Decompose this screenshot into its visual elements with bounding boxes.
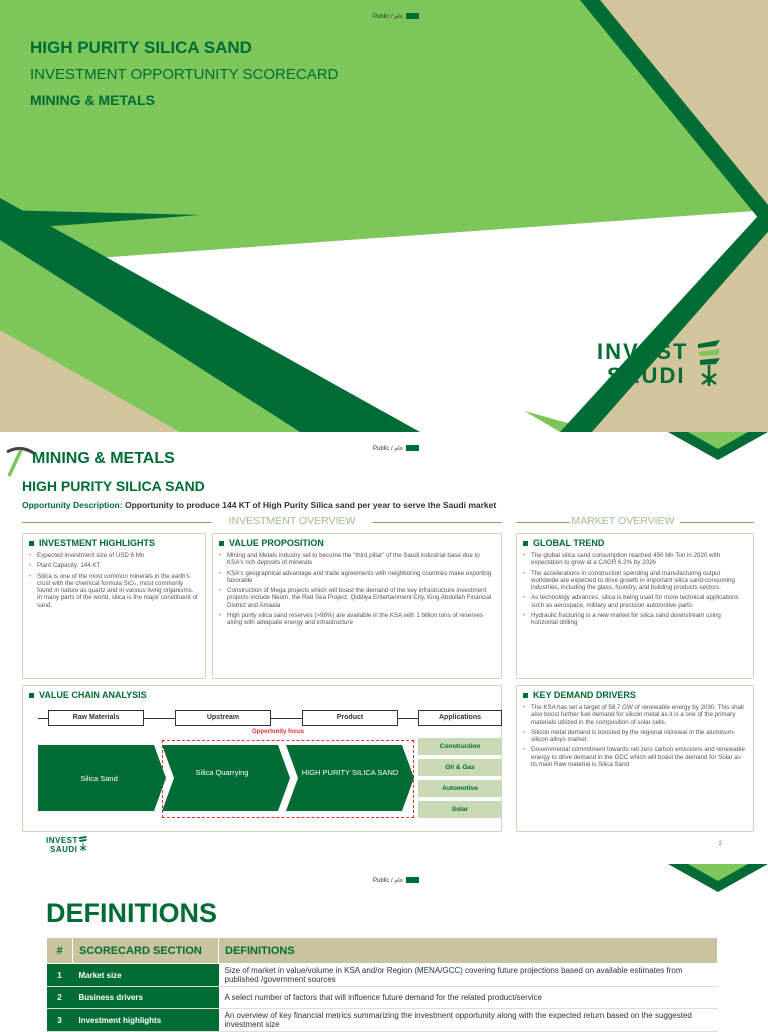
global-trend-title: GLOBAL TREND — [523, 538, 747, 548]
corner-chevron-decoration — [668, 864, 768, 894]
chevron-high-purity — [286, 745, 414, 811]
application-solar: Solar — [418, 801, 502, 818]
opportunity-focus-label: Opportunity focus — [252, 729, 304, 735]
table-row: 3 Investment highlights An overview of key financial metrics summarizing the investment opportunity along with the expected return based on the suggested investment size — [47, 1009, 718, 1032]
list-item: • Mining and Metals industry set to become the "third pillar" of the Saudi industrial base due to KSA's rich deposits of minerals — [219, 552, 495, 567]
chevron-label: HIGH PURITY SILICA SAND — [301, 768, 399, 777]
corner-chevron-decoration — [668, 432, 768, 462]
list-item: • Silicon metal demand is boosted by the regional increase in the aluminum-silicon alloys market. — [523, 729, 747, 744]
value-proposition-box — [212, 533, 502, 679]
stage-upstream: Upstream — [175, 710, 271, 726]
application-construction: Construction — [418, 738, 502, 755]
global-trend-box — [516, 533, 754, 679]
list-item: • The accelerations in construction spending and manufacturing output worldwide are expected to drive growth in important silica sand-consuming industries, including the glass, foundry, and building products sectors. — [523, 570, 747, 592]
classification-label: Public / عام — [373, 877, 419, 884]
investment-highlights-title: INVESTMENT HIGHLIGHTS — [29, 538, 199, 548]
table-row: 1 Market size Size of market in value/volume in KSA and/or Region (MENA/GCC) covering future projections based on available estimates from published /government sources — [47, 964, 718, 987]
sector-title: MINING & METALS — [32, 450, 175, 467]
opportunity-title: HIGH PURITY SILICA SAND — [22, 478, 205, 494]
list-item: • The KSA has set a target of 58.7 GW of renewable energy by 2030. This shall also boost further fuel demand for silicon metal as it is a one of the primary materials utilized in the composition of solar cells. — [523, 704, 747, 726]
scorecard-slide — [0, 432, 768, 864]
cover-title: HIGH PURITY SILICA SAND — [30, 38, 252, 57]
list-item: • Hydraulic fracturing is a new market for silica sand downstream using horizontal drilling — [523, 612, 747, 627]
investment-highlights-box — [22, 533, 206, 679]
stage-applications: Applications — [418, 710, 502, 726]
application-oil-gas: Oil & Gas — [418, 759, 502, 776]
definitions-title: DEFINITIONS — [46, 898, 218, 928]
list-item: • Governmental commitment towards net zero carbon emissions and renewable energy to drive demand in the GCC which will boast the demand for Solar as its main Raw material is Silica Sand — [523, 746, 747, 768]
column-header: DEFINITIONS — [219, 938, 718, 964]
key-demand-drivers-title: KEY DEMAND DRIVERS — [523, 690, 747, 700]
list-item: • KSA's geographical advantage and trade agreements with neighboring countries make exporting favorable — [219, 570, 495, 585]
definitions-slide — [0, 864, 768, 1029]
column-header: # — [47, 938, 73, 964]
investment-overview-heading: INVESTMENT OVERVIEW — [228, 515, 356, 527]
list-item: • High purity silica sand reserves (>98%) are available in the KSA with 1 billion tons of reserves along with adequate energy and infrastructure — [219, 612, 495, 627]
palm-icon — [694, 338, 724, 390]
chevron-silica-quarrying — [162, 745, 290, 811]
opportunity-description: Opportunity Description: Opportunity to produce 144 KT of High Purity Silica sand per year to serve the Saudi market — [22, 500, 497, 510]
cover-slide — [0, 0, 768, 432]
chevron-label: Silica Quarrying — [195, 768, 249, 777]
column-header: SCORECARD SECTION — [73, 938, 219, 964]
list-item: • Silica is one of the most common minerals in the earth's crust with the chemical formula SiO₂, most commonly found in nature as quartz and in various living organisms. In many parts of the world, silica is the major constituent of sand. — [29, 573, 199, 609]
stage-raw-materials: Raw Materials — [48, 710, 144, 726]
chevron-label: Silica Sand — [80, 774, 118, 783]
key-demand-drivers-box — [516, 685, 754, 832]
value-proposition-title: VALUE PROPOSITION — [219, 538, 495, 548]
cover-sector: MINING & METALS — [30, 92, 155, 108]
list-item: • Expected investment size of USD 6 Mn — [29, 552, 199, 559]
invest-saudi-logo-small: INVEST SAUDI — [46, 836, 78, 854]
cover-subtitle: INVESTMENT OPPORTUNITY SCORECARD — [30, 66, 339, 83]
page-number: 2 — [718, 841, 722, 847]
palm-icon-small — [78, 835, 88, 853]
list-item: • The global silica sand consumption reached 450 Mn Ton in 2020 with expectation to grow at a CAGR 6.2% by 2026 — [523, 552, 747, 567]
list-item: • As technology advances, silica is being used for more technical applications such as aerospace, military and precision automotive parts. — [523, 594, 747, 609]
application-automotive: Automotive — [418, 780, 502, 797]
definitions-table — [46, 937, 718, 1032]
market-overview-heading: MARKET OVERVIEW — [571, 515, 675, 527]
invest-saudi-logo: INVEST SAUDI — [597, 339, 689, 388]
classification-label: Public / عام — [373, 445, 419, 452]
list-item: • Plant Capacity: 144 KT — [29, 562, 199, 569]
classification-label: Public / عام — [373, 13, 419, 20]
list-item: • Construction of Mega projects which will boast the demand of the key infrastructure investment projects include Neom, the Red Sea Project, Qiddiya Entertainment City, King Abdullah Financial District and Amaala — [219, 587, 495, 609]
table-row: 2 Business drivers A select number of factors that will influence future demand for the related product/service — [47, 987, 718, 1009]
stage-product: Product — [302, 710, 398, 726]
value-chain-title: VALUE CHAIN ANALYSIS — [29, 690, 495, 700]
